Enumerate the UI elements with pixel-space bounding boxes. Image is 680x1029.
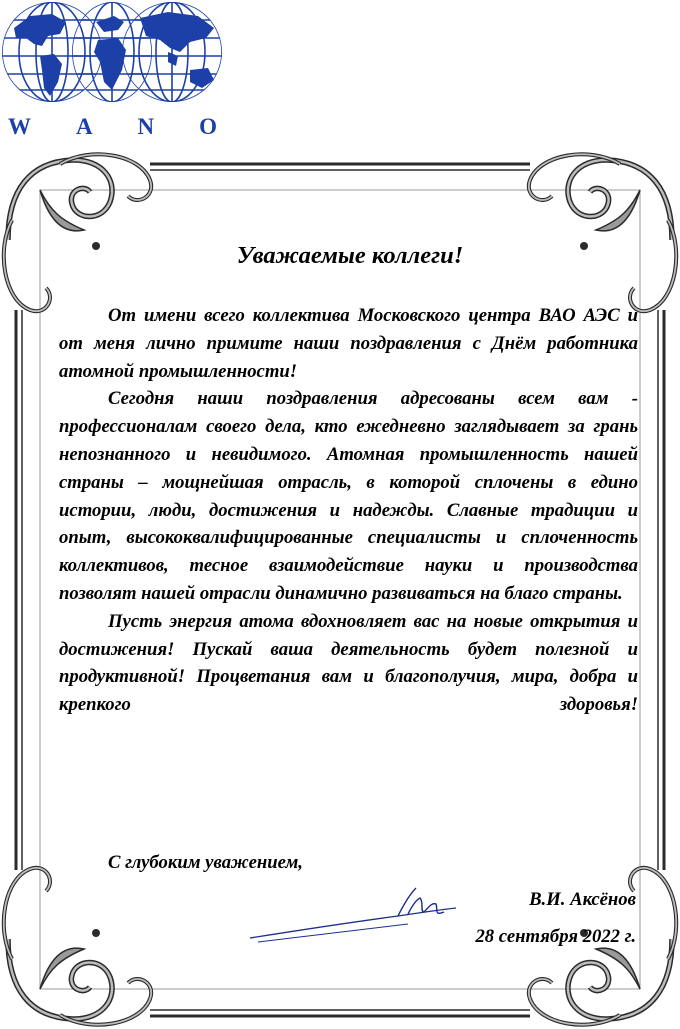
logo-letter: O <box>199 114 218 139</box>
letter-date: 28 сентября 2022 г. <box>475 926 636 947</box>
letter-paragraph: Сегодня наши поздравления адресованы всем вам - профессионалам своего дела, кто ежедневно заглядывает за грань непознанного и невидимого. Атомная промышленность нашей страны – мощнейшая отрасль, в которой сплочены в едино истории, люди, достижения и надежды. Славные традиции и опыт, высококвалифицированные специалисты и сплоченность коллективов, тесное взаимодействие науки и производства позволят нашей отрасли динамично развиваться на благо страны. <box>59 388 638 604</box>
logo-letter: W <box>8 114 32 139</box>
wano-logo <box>0 0 225 140</box>
letter-paragraph: От имени всего коллектива Московского центра ВАО АЭС и от меня лично примите наши поздравления с Днём работника атомной промышленности! <box>59 305 638 382</box>
letter-body <box>59 302 638 719</box>
logo-letter: A <box>75 114 94 139</box>
letter-author: В.И. Аксёнов <box>529 889 636 910</box>
letter-greeting: Уважаемые коллеги! <box>236 242 464 269</box>
letter-paragraph: Пусть энергия атома вдохновляет вас на новые открытия и достижения! Пускай ваша деятельность будет полезной и продуктивной! Процветания вам и благополучия, мира, добра и крепкого здоровья! <box>59 610 638 716</box>
logo-letter: N <box>137 114 156 139</box>
signature-icon <box>248 886 458 946</box>
letter-closing: С глубоким уважением, <box>108 852 303 873</box>
logo-wordmark <box>8 114 218 138</box>
globe-map-icon <box>0 0 225 112</box>
